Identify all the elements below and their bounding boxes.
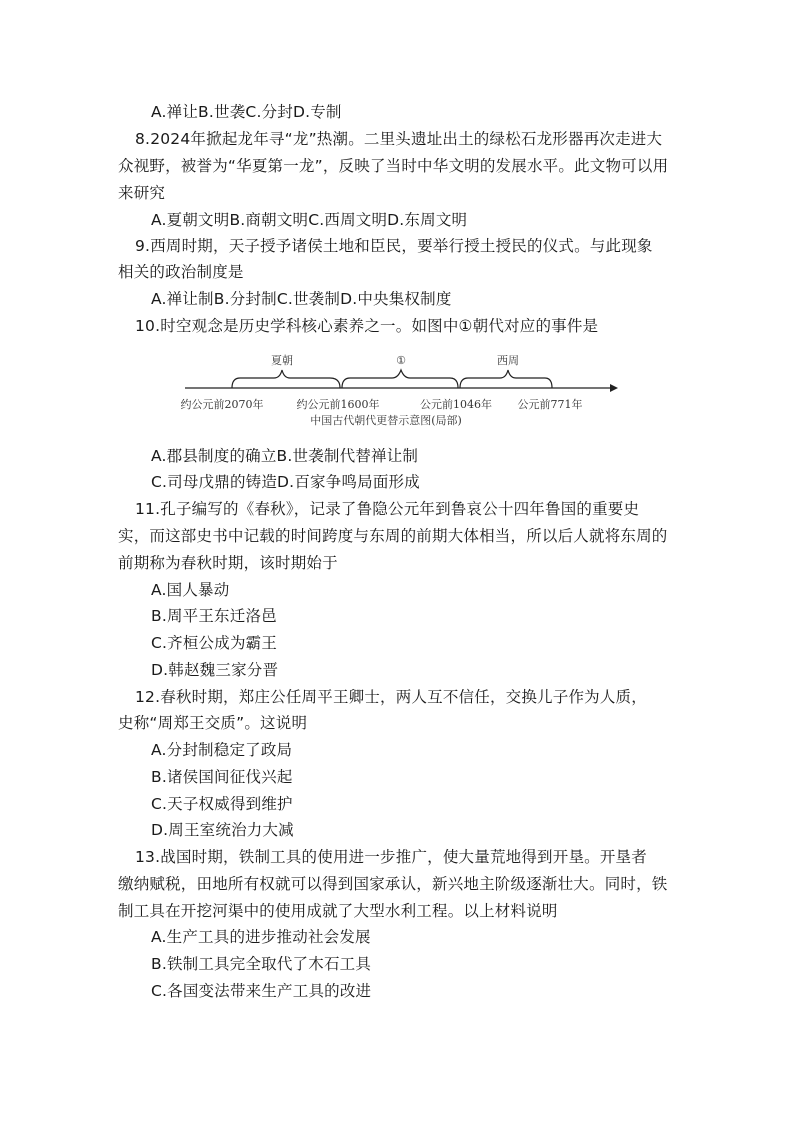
q9-options: A.禅让制B.分封制C.世袭制D.中央集权制度 (151, 290, 452, 308)
label-circle-1: ① (396, 354, 406, 367)
q10-options-line2: C.司母戊鼎的铸造D.百家争鸣局面形成 (151, 473, 420, 491)
q11-stem-line2: 实，而这部史书中记载的时间跨度与东周的前期大体相当，所以后人就将东周的 (118, 527, 668, 545)
date-2070: 约公元前2070年 (180, 398, 264, 411)
q12-stem-line1: 12.春秋时期，郑庄公任周平王卿士，两人互不信任，交换儿子作为人质， (135, 688, 647, 706)
q11-option-a: A.国人暴动 (151, 581, 230, 599)
q8-stem-line3: 来研究 (118, 184, 166, 202)
q12-option-c: C.天子权威得到维护 (151, 795, 293, 813)
q8-options: A.夏朝文明B.商朝文明C.西周文明D.东周文明 (151, 211, 468, 229)
brace-xia (232, 370, 340, 388)
q11-option-c: C.齐桓公成为霸王 (151, 634, 278, 652)
q12-option-d: D.周王室统治力大减 (151, 821, 294, 839)
q12-stem-line2: 史称“周郑王交质”。这说明 (118, 714, 308, 732)
dynasty-timeline-figure (180, 348, 620, 433)
q9-stem-line1: 9.西周时期，天子授予诸侯土地和臣民，要举行授土授民的仪式。与此现象 (135, 237, 653, 255)
q11-stem-line3: 前期称为春秋时期，该时期始于 (118, 554, 338, 572)
q13-option-a: A.生产工具的进步推动社会发展 (151, 928, 371, 946)
q10-options-line1: A.郡县制度的确立B.世袭制代替禅让制 (151, 447, 419, 465)
q13-option-b: B.铁制工具完全取代了木石工具 (151, 955, 372, 973)
date-771: 公元前771年 (517, 398, 583, 411)
timeline-arrow-icon (610, 384, 618, 392)
q9-stem-line2: 相关的政治制度是 (118, 263, 244, 281)
q13-stem-line3: 制工具在开挖河渠中的使用成就了大型水利工程。以上材料说明 (118, 902, 558, 920)
date-1600: 约公元前1600年 (296, 398, 380, 411)
date-1046: 公元前1046年 (420, 398, 492, 411)
q12-option-b: B.诸侯国间征伐兴起 (151, 768, 293, 786)
q10-stem: 10.时空观念是历史学科核心素养之一。如图中①朝代对应的事件是 (135, 317, 599, 335)
label-xia: 夏朝 (271, 354, 293, 367)
label-western-zhou: 西周 (497, 354, 519, 367)
q11-stem-line1: 11.孔子编写的《春秋》，记录了鲁隐公元年到鲁哀公十四年鲁国的重要史 (135, 500, 640, 518)
q11-option-d: D.韩赵魏三家分晋 (151, 661, 279, 679)
q13-stem-line1: 13.战国时期，铁制工具的使用进一步推广，使大量荒地得到开垦。开垦者 (135, 848, 647, 866)
q11-option-b: B.周平王东迁洛邑 (151, 607, 277, 625)
q8-stem-line1: 8.2024年掀起龙年寻“龙”热潮。二里头遗址出土的绿松石龙形器再次走进大 (135, 130, 663, 148)
q13-option-c: C.各国变法带来生产工具的改进 (151, 982, 372, 1000)
figure-caption: 中国古代朝代更替示意图(局部) (310, 414, 462, 427)
q13-stem-line2: 缴纳赋税，田地所有权就可以得到国家承认，新兴地主阶级逐渐壮大。同时，铁 (118, 875, 668, 893)
brace-western-zhou (460, 370, 552, 388)
q12-option-a: A.分封制稳定了政局 (151, 741, 293, 759)
q7-options: A.禅让B.世袭C.分封D.专制 (151, 103, 342, 121)
brace-shang (342, 370, 458, 388)
q8-stem-line2: 众视野，被誉为“华夏第一龙”，反映了当时中华文明的发展水平。此文物可以用 (118, 157, 669, 175)
